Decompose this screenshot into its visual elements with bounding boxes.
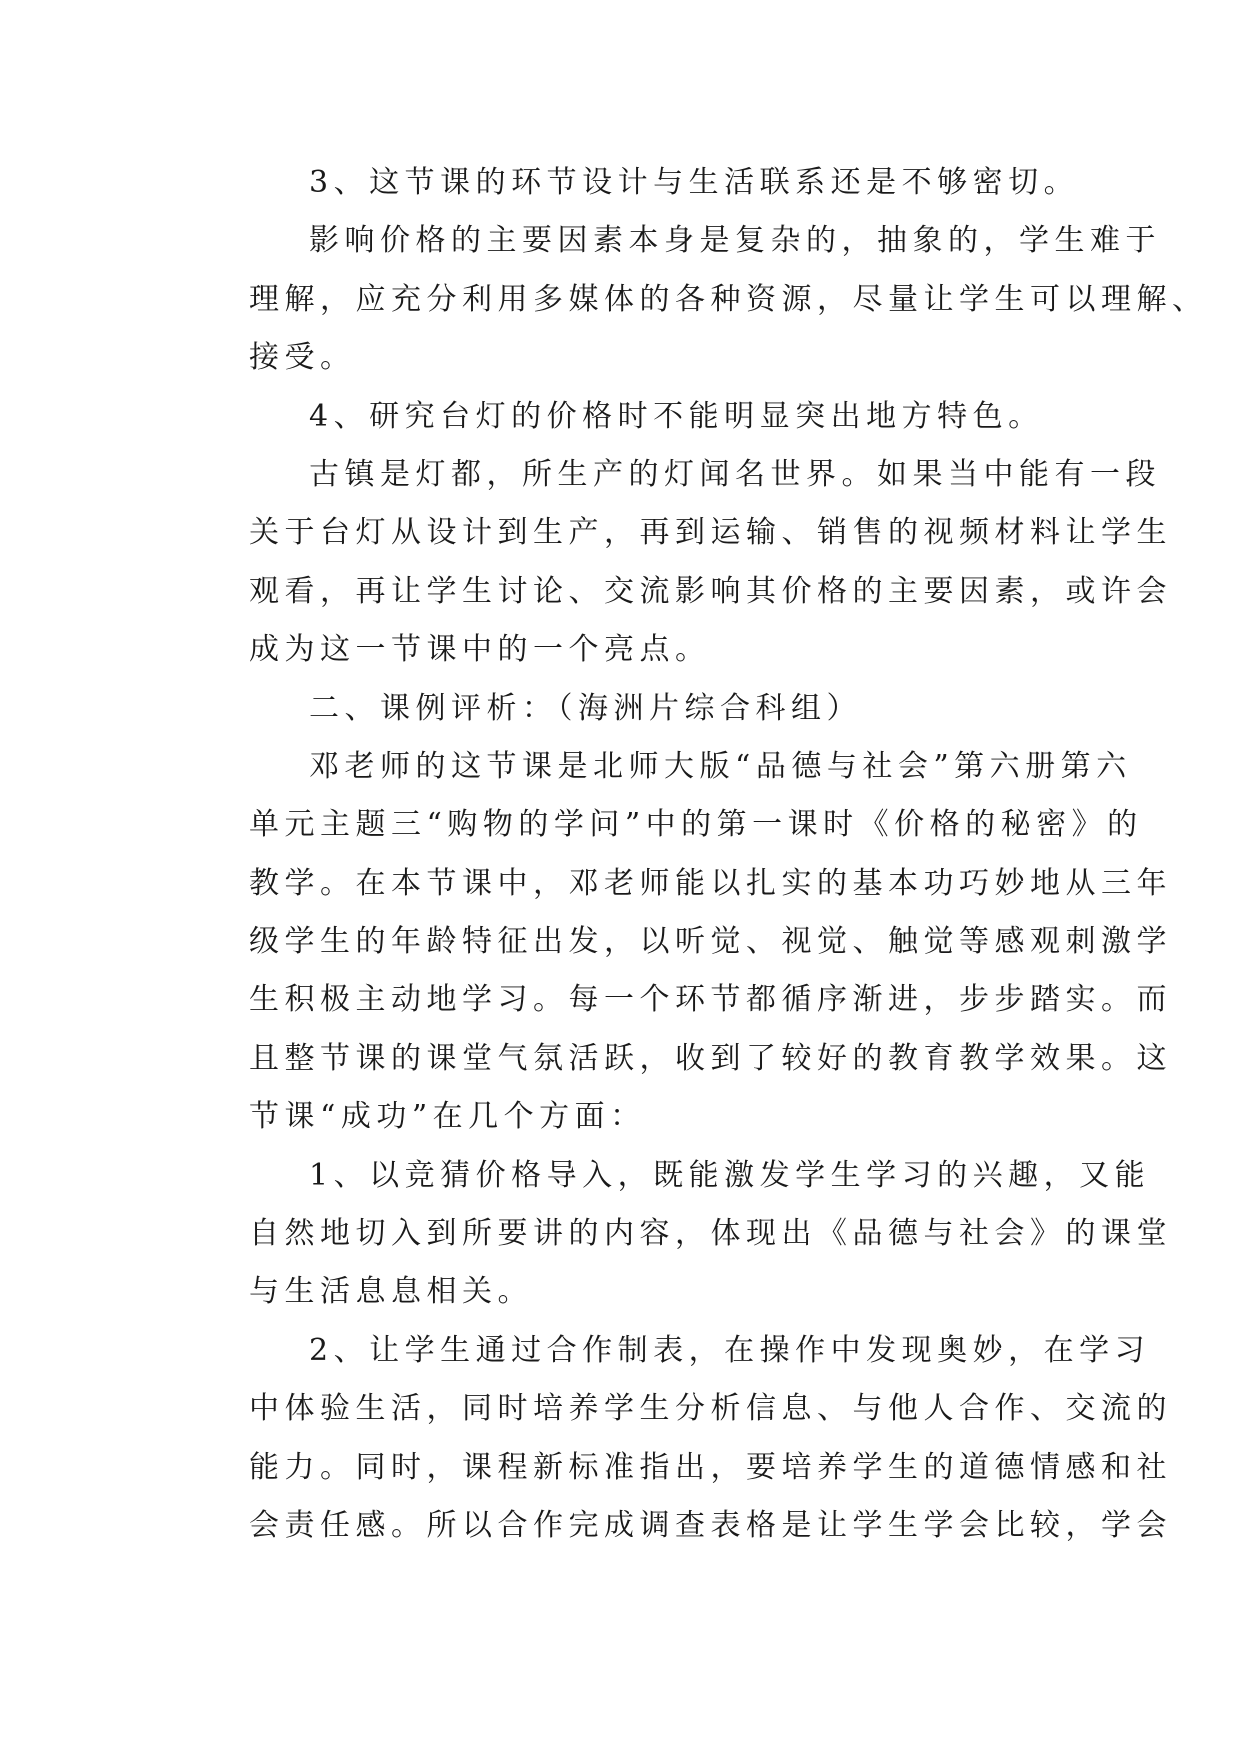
text-line: 3、这节课的环节设计与生活联系还是不够密切。	[309, 165, 1080, 200]
text-line: 生积极主动地学习。每一个环节都循序渐进，步步踏实。而	[249, 982, 1172, 1018]
text-line: 会责任感。所以合作完成调查表格是让学生学会比较，学会	[249, 1507, 1172, 1543]
text-line: 成为这一节课中的一个亮点。	[249, 632, 711, 668]
text-line: 与生活息息相关。	[249, 1274, 533, 1310]
document-body	[189, 154, 1208, 1555]
text-line: 接受。	[249, 340, 356, 376]
paragraph-success-2	[189, 1322, 1172, 1556]
text-line: 二、课例评析：（海洲片综合科组）	[309, 690, 862, 726]
paragraph-point-3	[189, 154, 1080, 212]
text-line: 4、研究台灯的价格时不能明显突出地方特色。	[309, 398, 1044, 434]
text-line: 级学生的年龄特征出发，以听觉、视觉、触觉等感观刺激学	[249, 924, 1172, 960]
text-line: 节课“成功”在几个方面：	[249, 1099, 646, 1135]
paragraph-point-4-detail	[189, 446, 1172, 680]
text-line: 观看，再让学生讨论、交流影响其价格的主要因素，或许会	[249, 573, 1172, 609]
text-line: 关于台灯从设计到生产，再到运输、销售的视频材料让学生	[249, 515, 1172, 551]
text-line: 且整节课的课堂气氛活跃，收到了较好的教育教学效果。这	[249, 1040, 1172, 1076]
text-line: 古镇是灯都，所生产的灯闻名世界。如果当中能有一段	[309, 456, 1161, 492]
section-heading	[189, 680, 1053, 738]
text-line: 能力。同时，课程新标准指出，要培养学生的道德情感和社	[249, 1449, 1172, 1485]
text-line: 理解，应充分利用多媒体的各种资源，尽量让学生可以理解、	[249, 281, 1208, 317]
text-line: 影响价格的主要因素本身是复杂的，抽象的，学生难于	[309, 223, 1161, 259]
text-line: 1、以竞猜价格导入，既能激发学生学习的兴趣，又能	[309, 1157, 1151, 1193]
text-line: 教学。在本节课中，邓老师能以扎实的基本功巧妙地从三年	[249, 865, 1172, 901]
text-line: 邓老师的这节课是北师大版“品德与社会”第六册第六	[309, 748, 1132, 784]
paragraph-point-3-detail	[189, 212, 1208, 387]
text-line: 自然地切入到所要讲的内容，体现出《品德与社会》的课堂	[249, 1216, 1172, 1252]
paragraph-lesson-review	[189, 738, 1172, 1147]
text-line: 单元主题三“购物的学问”中的第一课时《价格的秘密》的	[249, 807, 1143, 843]
paragraph-success-1	[189, 1147, 1172, 1322]
text-line: 中体验生活，同时培养学生分析信息、与他人合作、交流的	[249, 1391, 1172, 1427]
text-line: 2、让学生通过合作制表，在操作中发现奥妙，在学习	[309, 1332, 1151, 1368]
paragraph-point-4	[189, 388, 1053, 446]
